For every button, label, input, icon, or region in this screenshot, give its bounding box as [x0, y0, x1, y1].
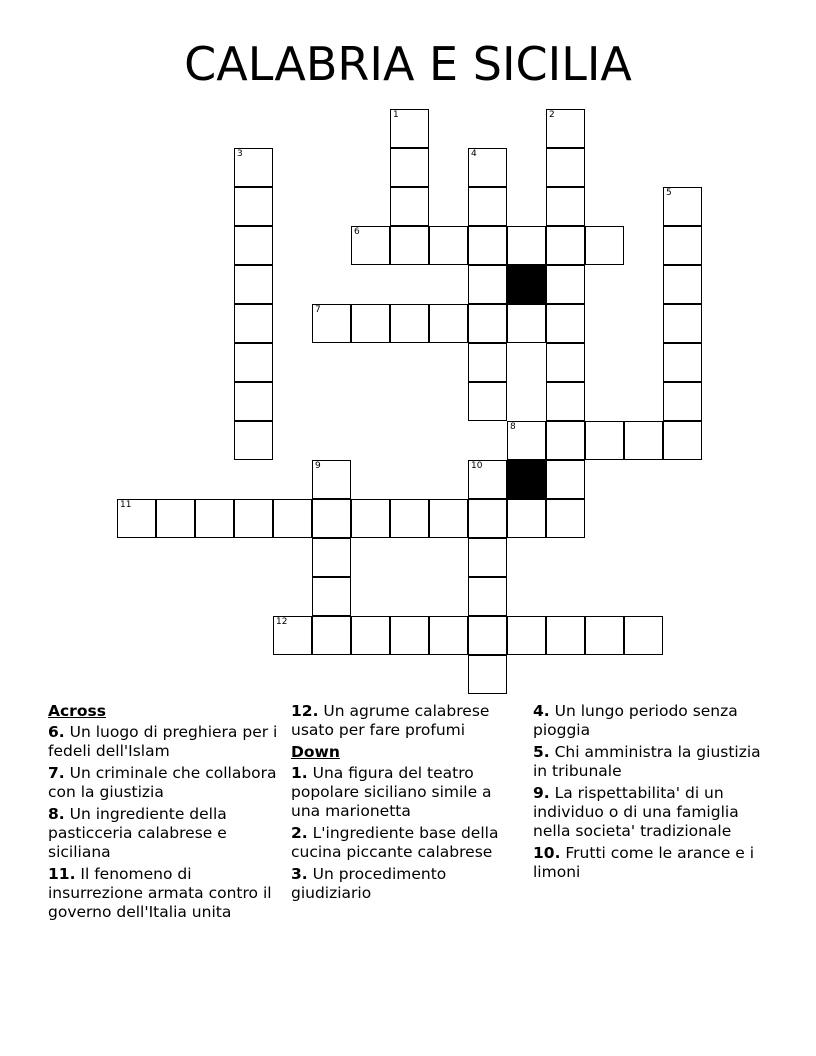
grid-cell[interactable] — [468, 655, 507, 694]
grid-cell[interactable] — [117, 499, 156, 538]
grid-cell[interactable] — [468, 382, 507, 421]
grid-cell[interactable] — [546, 265, 585, 304]
grid-cell[interactable] — [663, 382, 702, 421]
grid-cell[interactable] — [234, 226, 273, 265]
grid-cell[interactable] — [546, 421, 585, 460]
grid-cell[interactable] — [390, 304, 429, 343]
grid-cell[interactable] — [468, 148, 507, 187]
clue-down-3: 3. Un procedimento giudiziario — [291, 865, 447, 902]
grid-cell[interactable] — [507, 421, 546, 460]
black-cell — [507, 460, 546, 499]
grid-cell[interactable] — [468, 187, 507, 226]
grid-cell[interactable] — [234, 304, 273, 343]
grid-cell[interactable] — [546, 148, 585, 187]
grid-cell[interactable] — [663, 265, 702, 304]
clue-down-4: 4. Un lungo periodo senza pioggia — [533, 702, 738, 739]
grid-cell[interactable] — [390, 187, 429, 226]
clue-down-10: 10. Frutti come le arance e i limoni — [533, 844, 755, 881]
clues-column-2 — [291, 702, 523, 906]
clue-across-12: 12. Un agrume calabrese usato per fare profumi — [291, 702, 490, 739]
grid-cell[interactable] — [390, 616, 429, 655]
grid-cell[interactable] — [468, 616, 507, 655]
grid-cell[interactable] — [546, 499, 585, 538]
grid-cell[interactable] — [468, 343, 507, 382]
grid-cell[interactable] — [429, 304, 468, 343]
grid-cell[interactable] — [351, 226, 390, 265]
clue-number: 9 — [315, 461, 321, 471]
grid-cell[interactable] — [546, 460, 585, 499]
clue-number: 5 — [666, 188, 672, 198]
grid-cell[interactable] — [390, 226, 429, 265]
grid-cell[interactable] — [468, 304, 507, 343]
clue-across-8: 8. Un ingrediente della pasticceria calabrese e siciliana — [48, 805, 227, 861]
grid-cell[interactable] — [429, 499, 468, 538]
grid-cell[interactable] — [546, 382, 585, 421]
clues-column-3 — [533, 702, 773, 885]
grid-cell[interactable] — [312, 499, 351, 538]
grid-cell[interactable] — [546, 187, 585, 226]
grid-cell[interactable] — [468, 538, 507, 577]
grid-cell[interactable] — [351, 499, 390, 538]
grid-cell[interactable] — [351, 304, 390, 343]
clue-number: 11 — [120, 500, 132, 510]
grid-cell[interactable] — [507, 499, 546, 538]
clue-number: 3 — [237, 149, 243, 159]
grid-cell[interactable] — [468, 265, 507, 304]
grid-cell[interactable] — [312, 616, 351, 655]
grid-cell[interactable] — [663, 304, 702, 343]
grid-cell[interactable] — [312, 538, 351, 577]
grid-cell[interactable] — [585, 421, 624, 460]
grid-cell[interactable] — [234, 421, 273, 460]
grid-cell[interactable] — [585, 226, 624, 265]
clue-number: 2 — [549, 110, 555, 120]
clue-number: 4 — [471, 149, 477, 159]
grid-cell[interactable] — [624, 616, 663, 655]
puzzle-title: CALABRIA E SICILIA — [184, 37, 632, 91]
black-cell — [507, 265, 546, 304]
grid-cell[interactable] — [624, 421, 663, 460]
grid-cell[interactable] — [273, 616, 312, 655]
grid-cell[interactable] — [390, 148, 429, 187]
grid-cell[interactable] — [585, 616, 624, 655]
clue-number: 10 — [471, 461, 483, 471]
grid-cell[interactable] — [234, 187, 273, 226]
clue-down-5: 5. Chi amministra la giustizia in tribunale — [533, 743, 761, 780]
grid-cell[interactable] — [312, 304, 351, 343]
clue-number: 8 — [510, 422, 516, 432]
grid-cell[interactable] — [663, 421, 702, 460]
clue-down-1: 1. Una figura del teatro popolare siciliano simile a una marionetta — [291, 764, 492, 820]
grid-cell[interactable] — [156, 499, 195, 538]
grid-cell[interactable] — [273, 499, 312, 538]
grid-cell[interactable] — [234, 499, 273, 538]
grid-cell[interactable] — [546, 109, 585, 148]
grid-cell[interactable] — [351, 616, 390, 655]
grid-cell[interactable] — [390, 499, 429, 538]
clue-number: 1 — [393, 110, 399, 120]
grid-cell[interactable] — [507, 304, 546, 343]
grid-cell[interactable] — [234, 343, 273, 382]
grid-cell[interactable] — [546, 616, 585, 655]
grid-cell[interactable] — [663, 226, 702, 265]
grid-cell[interactable] — [468, 499, 507, 538]
grid-cell[interactable] — [546, 304, 585, 343]
grid-cell[interactable] — [429, 616, 468, 655]
clue-across-7: 7. Un criminale che collabora con la giustizia — [48, 764, 277, 801]
down-heading: Down — [291, 743, 340, 761]
grid-cell[interactable] — [234, 382, 273, 421]
grid-cell[interactable] — [312, 577, 351, 616]
grid-cell[interactable] — [234, 148, 273, 187]
clues-column-1 — [48, 702, 280, 925]
clue-down-9: 9. La rispettabilita' di un individuo o di una famiglia nella societa' tradizionale — [533, 784, 739, 840]
grid-cell[interactable] — [195, 499, 234, 538]
across-heading: Across — [48, 702, 106, 720]
grid-cell[interactable] — [663, 187, 702, 226]
grid-cell[interactable] — [429, 226, 468, 265]
grid-cell[interactable] — [312, 460, 351, 499]
clue-across-11: 11. Il fenomeno di insurrezione armata contro il governo dell'Italia unita — [48, 865, 272, 921]
grid-cell[interactable] — [390, 109, 429, 148]
clue-down-2: 2. L'ingrediente base della cucina piccante calabrese — [291, 824, 499, 861]
grid-cell[interactable] — [507, 226, 546, 265]
grid-cell[interactable] — [546, 343, 585, 382]
grid-cell[interactable] — [468, 226, 507, 265]
grid-cell[interactable] — [468, 577, 507, 616]
clue-number: 6 — [354, 227, 360, 237]
grid-cell[interactable] — [546, 226, 585, 265]
grid-cell[interactable] — [663, 343, 702, 382]
clue-number: 12 — [276, 617, 288, 627]
clue-across-6: 6. Un luogo di preghiera per i fedeli dell'Islam — [48, 723, 278, 760]
grid-cell[interactable] — [468, 460, 507, 499]
grid-cell[interactable] — [507, 616, 546, 655]
clue-number: 7 — [315, 305, 321, 315]
grid-cell[interactable] — [234, 265, 273, 304]
